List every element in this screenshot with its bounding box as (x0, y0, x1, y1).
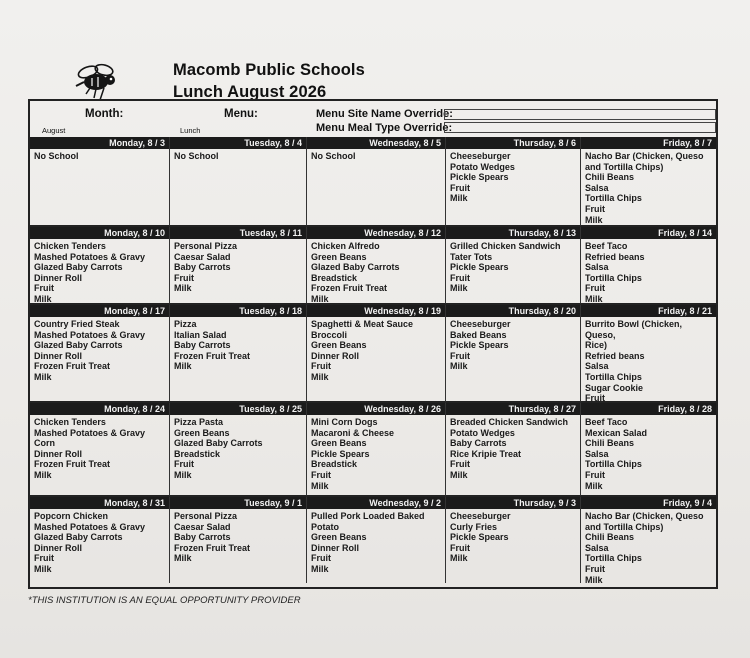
day-header: Tuesday, 8 / 25 (170, 403, 306, 415)
menu-items (446, 317, 580, 372)
menu-item: Mashed Potatoes & Gravy (34, 521, 146, 532)
menu-items (170, 415, 306, 481)
menu-items (581, 415, 716, 491)
menu-item: Pizza Pasta (174, 417, 224, 427)
menu-item: Chili Beans (585, 172, 635, 183)
day-header: Monday, 8 / 17 (30, 305, 169, 317)
menu-item: Baked Beans (450, 329, 507, 340)
menu-item: Frozen Fruit Treat (174, 542, 251, 553)
menu-item: Breadstick (174, 448, 221, 459)
menu-item: Glazed Baby Carrots (174, 438, 263, 449)
menu-item: Beef Taco (585, 241, 628, 251)
day-cell (307, 227, 446, 305)
menu-item: Fruit (585, 393, 605, 404)
day-header: Friday, 8 / 28 (581, 403, 716, 415)
day-header: Friday, 8 / 14 (581, 227, 716, 239)
menu-items (581, 239, 716, 305)
day-cell (170, 137, 307, 227)
menu-item: Milk (585, 293, 603, 304)
day-header: Monday, 8 / 24 (30, 403, 169, 415)
menu-item: Milk (311, 563, 329, 574)
menu-item: Salsa (585, 361, 609, 372)
menu-items (446, 239, 580, 294)
menu-item: Chicken Alfredo (311, 241, 380, 251)
menu-items (170, 317, 306, 372)
menu-item: Nacho Bar (Chicken, Queso (585, 511, 704, 521)
menu-item: Fruit (450, 459, 470, 470)
menu-item: Mexican Salad (585, 427, 648, 438)
menu-item: No School (34, 151, 79, 161)
menu-item: Fruit (34, 553, 54, 564)
menu-items (307, 415, 445, 491)
hornet-mascot-logo (74, 60, 122, 102)
menu-item: Breaded Chicken Sandwich (450, 417, 569, 427)
menu-items (30, 239, 169, 305)
menu-item: Fruit (34, 283, 54, 294)
day-cell (581, 403, 716, 497)
menu-items (170, 509, 306, 564)
menu-item: Glazed Baby Carrots (34, 532, 123, 543)
day-cell (30, 497, 170, 583)
menu-item: Baby Carrots (450, 438, 507, 449)
menu-items (446, 149, 580, 204)
menu-item: Tater Tots (450, 251, 493, 262)
menu-label: Menu: (224, 108, 258, 120)
day-cell (307, 137, 446, 227)
day-cell (170, 227, 307, 305)
day-cell (581, 227, 716, 305)
day-header: Monday, 8 / 10 (30, 227, 169, 239)
menu-item: Fruit (450, 272, 470, 283)
menu-items (30, 509, 169, 575)
menu-items (581, 149, 716, 225)
menu-item: Refried beans (585, 251, 645, 262)
day-header: Monday, 8 / 31 (30, 497, 169, 509)
menu-item: Fruit (585, 563, 605, 574)
day-header: Monday, 8 / 3 (30, 137, 169, 149)
day-header: Tuesday, 8 / 11 (170, 227, 306, 239)
menu-items (307, 317, 445, 383)
menu-item: Fruit (585, 469, 605, 480)
menu-item: Pizza (174, 319, 197, 329)
menu-item: Baby Carrots (174, 340, 231, 351)
menu-item: Milk (450, 553, 468, 564)
menu-item: Fruit (311, 553, 331, 564)
day-header: Tuesday, 8 / 4 (170, 137, 306, 149)
menu-item: and Tortilla Chips) (585, 161, 664, 172)
menu-item: Green Beans (311, 251, 367, 262)
menu-item: Refried beans (585, 350, 645, 361)
menu-item: Country Fried Steak (34, 319, 120, 329)
day-header: Friday, 8 / 7 (581, 137, 716, 149)
menu-items (30, 317, 169, 383)
menu-item: Milk (450, 361, 468, 372)
menu-item: Salsa (585, 542, 609, 553)
month-label: Month: (85, 108, 124, 120)
menu-item: Tortilla Chips (585, 553, 642, 564)
menu-item: Milk (585, 214, 603, 225)
day-cell (446, 403, 581, 497)
menu-item: Personal Pizza (174, 511, 238, 521)
menu-item: Italian Salad (174, 329, 227, 340)
menu-item: Rice Kripie Treat (450, 448, 522, 459)
menu-item: Broccoli (311, 329, 348, 340)
day-cell (446, 227, 581, 305)
menu-item: Frozen Fruit Treat (34, 361, 111, 372)
menu-item: Glazed Baby Carrots (311, 262, 400, 273)
menu-item: Caesar Salad (174, 251, 231, 262)
day-header: Thursday, 8 / 13 (446, 227, 580, 239)
month-value: August (42, 126, 66, 135)
menu-item: Milk (174, 553, 192, 564)
menu-item: Chicken Tenders (34, 417, 106, 427)
menu-item: Personal Pizza (174, 241, 238, 251)
menu-items (581, 317, 716, 414)
menu-item: Milk (174, 283, 192, 294)
meal-type-override-label: Menu Meal Type Override: (316, 122, 453, 134)
menu-item: Baby Carrots (174, 532, 231, 543)
menu-item: Dinner Roll (34, 542, 83, 553)
day-header: Wednesday, 8 / 26 (307, 403, 445, 415)
menu-item: Potato Wedges (450, 161, 515, 172)
menu-item: Milk (34, 469, 52, 480)
day-header: Thursday, 8 / 6 (446, 137, 580, 149)
menu-item: Curly Fries (450, 521, 498, 532)
menu-item: Milk (311, 480, 329, 491)
menu-items (30, 149, 169, 162)
menu-item: Dinner Roll (34, 272, 83, 283)
menu-item: Cheeseburger (450, 319, 511, 329)
school-title: Macomb Public Schools (173, 61, 365, 79)
menu-item: Salsa (585, 182, 609, 193)
menu-calendar (28, 99, 718, 589)
menu-item: Milk (311, 293, 329, 304)
menu-item: Milk (585, 480, 603, 491)
day-cell (581, 137, 716, 227)
menu-item: Fruit (585, 203, 605, 214)
day-cell (446, 137, 581, 227)
menu-item: Frozen Fruit Treat (34, 459, 111, 470)
menu-item: Pickle Spears (450, 172, 509, 183)
menu-item: Dinner Roll (311, 350, 360, 361)
menu-items (170, 239, 306, 294)
menu-item: Fruit (450, 182, 470, 193)
day-cell (170, 305, 307, 403)
menu-item: Milk (311, 371, 329, 382)
day-cell (170, 403, 307, 497)
menu-item: Breadstick (311, 459, 358, 470)
menu-item: Baby Carrots (174, 262, 231, 273)
menu-items (446, 509, 580, 564)
menu-item: Chicken Tenders (34, 241, 106, 251)
menu-item: Chili Beans (585, 438, 635, 449)
menu-item: Tortilla Chips (585, 459, 642, 470)
menu-item: Milk (174, 361, 192, 372)
day-header: Wednesday, 8 / 19 (307, 305, 445, 317)
menu-title: Lunch August 2026 (173, 83, 327, 101)
menu-item: Milk (174, 469, 192, 480)
menu-items (307, 509, 445, 575)
menu-item: Green Beans (311, 438, 367, 449)
menu-items (307, 239, 445, 305)
day-cell (581, 497, 716, 583)
menu-item: Green Beans (311, 532, 367, 543)
menu-item: Salsa (585, 448, 609, 459)
menu-item: Pickle Spears (450, 532, 509, 543)
menu-item: Glazed Baby Carrots (34, 262, 123, 273)
day-header: Thursday, 8 / 27 (446, 403, 580, 415)
day-cell (30, 137, 170, 227)
menu-item: Macaroni & Cheese (311, 427, 395, 438)
menu-item: and Tortilla Chips) (585, 521, 664, 532)
menu-item: Sugar Cookie (585, 382, 644, 393)
equal-opportunity-notice: *THIS INSTITUTION IS AN EQUAL OPPORTUNITY PROVIDER (28, 595, 301, 606)
day-header: Tuesday, 8 / 18 (170, 305, 306, 317)
menu-item: No School (311, 151, 356, 161)
menu-item: Frozen Fruit Treat (311, 283, 388, 294)
menu-item: Fruit (450, 542, 470, 553)
menu-item: Pulled Pork Loaded Baked (311, 511, 425, 521)
day-cell (307, 403, 446, 497)
day-header: Tuesday, 9 / 1 (170, 497, 306, 509)
menu-item: Popcorn Chicken (34, 511, 109, 521)
menu-item: Salsa (585, 262, 609, 273)
menu-items (170, 149, 306, 162)
menu-item: Caesar Salad (174, 521, 231, 532)
menu-item: No School (174, 151, 219, 161)
day-cell (170, 497, 307, 583)
day-header: Friday, 9 / 4 (581, 497, 716, 509)
menu-item: Rice) (585, 340, 608, 351)
menu-item: Green Beans (174, 427, 230, 438)
day-cell (30, 403, 170, 497)
menu-items (307, 149, 445, 162)
menu-item: Green Beans (311, 340, 367, 351)
menu-item: Fruit (311, 361, 331, 372)
menu-item: Milk (585, 574, 603, 585)
day-cell (30, 305, 170, 403)
menu-item: Dinner Roll (311, 542, 360, 553)
menu-item: Fruit (311, 469, 331, 480)
day-header: Wednesday, 8 / 5 (307, 137, 445, 149)
menu-item: Cheeseburger (450, 151, 511, 161)
menu-items (30, 415, 169, 481)
menu-item: Mashed Potatoes & Gravy (34, 427, 146, 438)
menu-item: Mini Corn Dogs (311, 417, 378, 427)
menu-item: Pickle Spears (311, 448, 370, 459)
day-cell (307, 497, 446, 583)
menu-item: Frozen Fruit Treat (174, 350, 251, 361)
menu-item: Grilled Chicken Sandwich (450, 241, 561, 251)
menu-item: Cheeseburger (450, 511, 511, 521)
menu-items (446, 415, 580, 481)
day-header: Thursday, 9 / 3 (446, 497, 580, 509)
menu-item: Fruit (174, 459, 194, 470)
menu-item: Burrito Bowl (Chicken, Queso, (585, 319, 683, 340)
menu-grid (30, 137, 716, 587)
site-override-field (444, 109, 716, 120)
day-cell (446, 305, 581, 403)
menu-item: Corn (34, 438, 55, 449)
menu-item: Pickle Spears (450, 262, 509, 273)
day-header: Friday, 8 / 21 (581, 305, 716, 317)
day-cell (30, 227, 170, 305)
menu-item: Milk (450, 283, 468, 294)
menu-item: Milk (450, 193, 468, 204)
menu-item: Nacho Bar (Chicken, Queso (585, 151, 704, 161)
day-header: Wednesday, 9 / 2 (307, 497, 445, 509)
menu-item: Tortilla Chips (585, 371, 642, 382)
menu-item: Fruit (450, 350, 470, 361)
menu-item: Pickle Spears (450, 340, 509, 351)
day-cell (307, 305, 446, 403)
menu-item: Milk (34, 563, 52, 574)
day-header: Thursday, 8 / 20 (446, 305, 580, 317)
menu-item: Milk (450, 469, 468, 480)
day-cell (446, 497, 581, 583)
menu-value: Lunch (180, 126, 201, 135)
menu-item: Tortilla Chips (585, 272, 642, 283)
menu-item: Milk (34, 371, 52, 382)
menu-item: Potato (311, 521, 339, 532)
menu-item: Spaghetti & Meat Sauce (311, 319, 414, 329)
menu-item: Mashed Potatoes & Gravy (34, 329, 146, 340)
day-header: Wednesday, 8 / 12 (307, 227, 445, 239)
menu-item: Glazed Baby Carrots (34, 340, 123, 351)
menu-header-row (30, 101, 716, 139)
meal-type-override-field (444, 122, 716, 133)
menu-item: Tortilla Chips (585, 193, 642, 204)
menu-item: Dinner Roll (34, 350, 83, 361)
menu-item: Potato Wedges (450, 427, 515, 438)
menu-item: Fruit (174, 272, 194, 283)
menu-item: Chili Beans (585, 532, 635, 543)
menu-item: Dinner Roll (34, 448, 83, 459)
menu-item: Mashed Potatoes & Gravy (34, 251, 146, 262)
menu-item: Milk (34, 293, 52, 304)
menu-items (581, 509, 716, 585)
day-cell (581, 305, 716, 403)
site-override-label: Menu Site Name Override: (316, 108, 453, 120)
menu-item: Beef Taco (585, 417, 628, 427)
menu-item: Breadstick (311, 272, 358, 283)
menu-item: Fruit (585, 283, 605, 294)
